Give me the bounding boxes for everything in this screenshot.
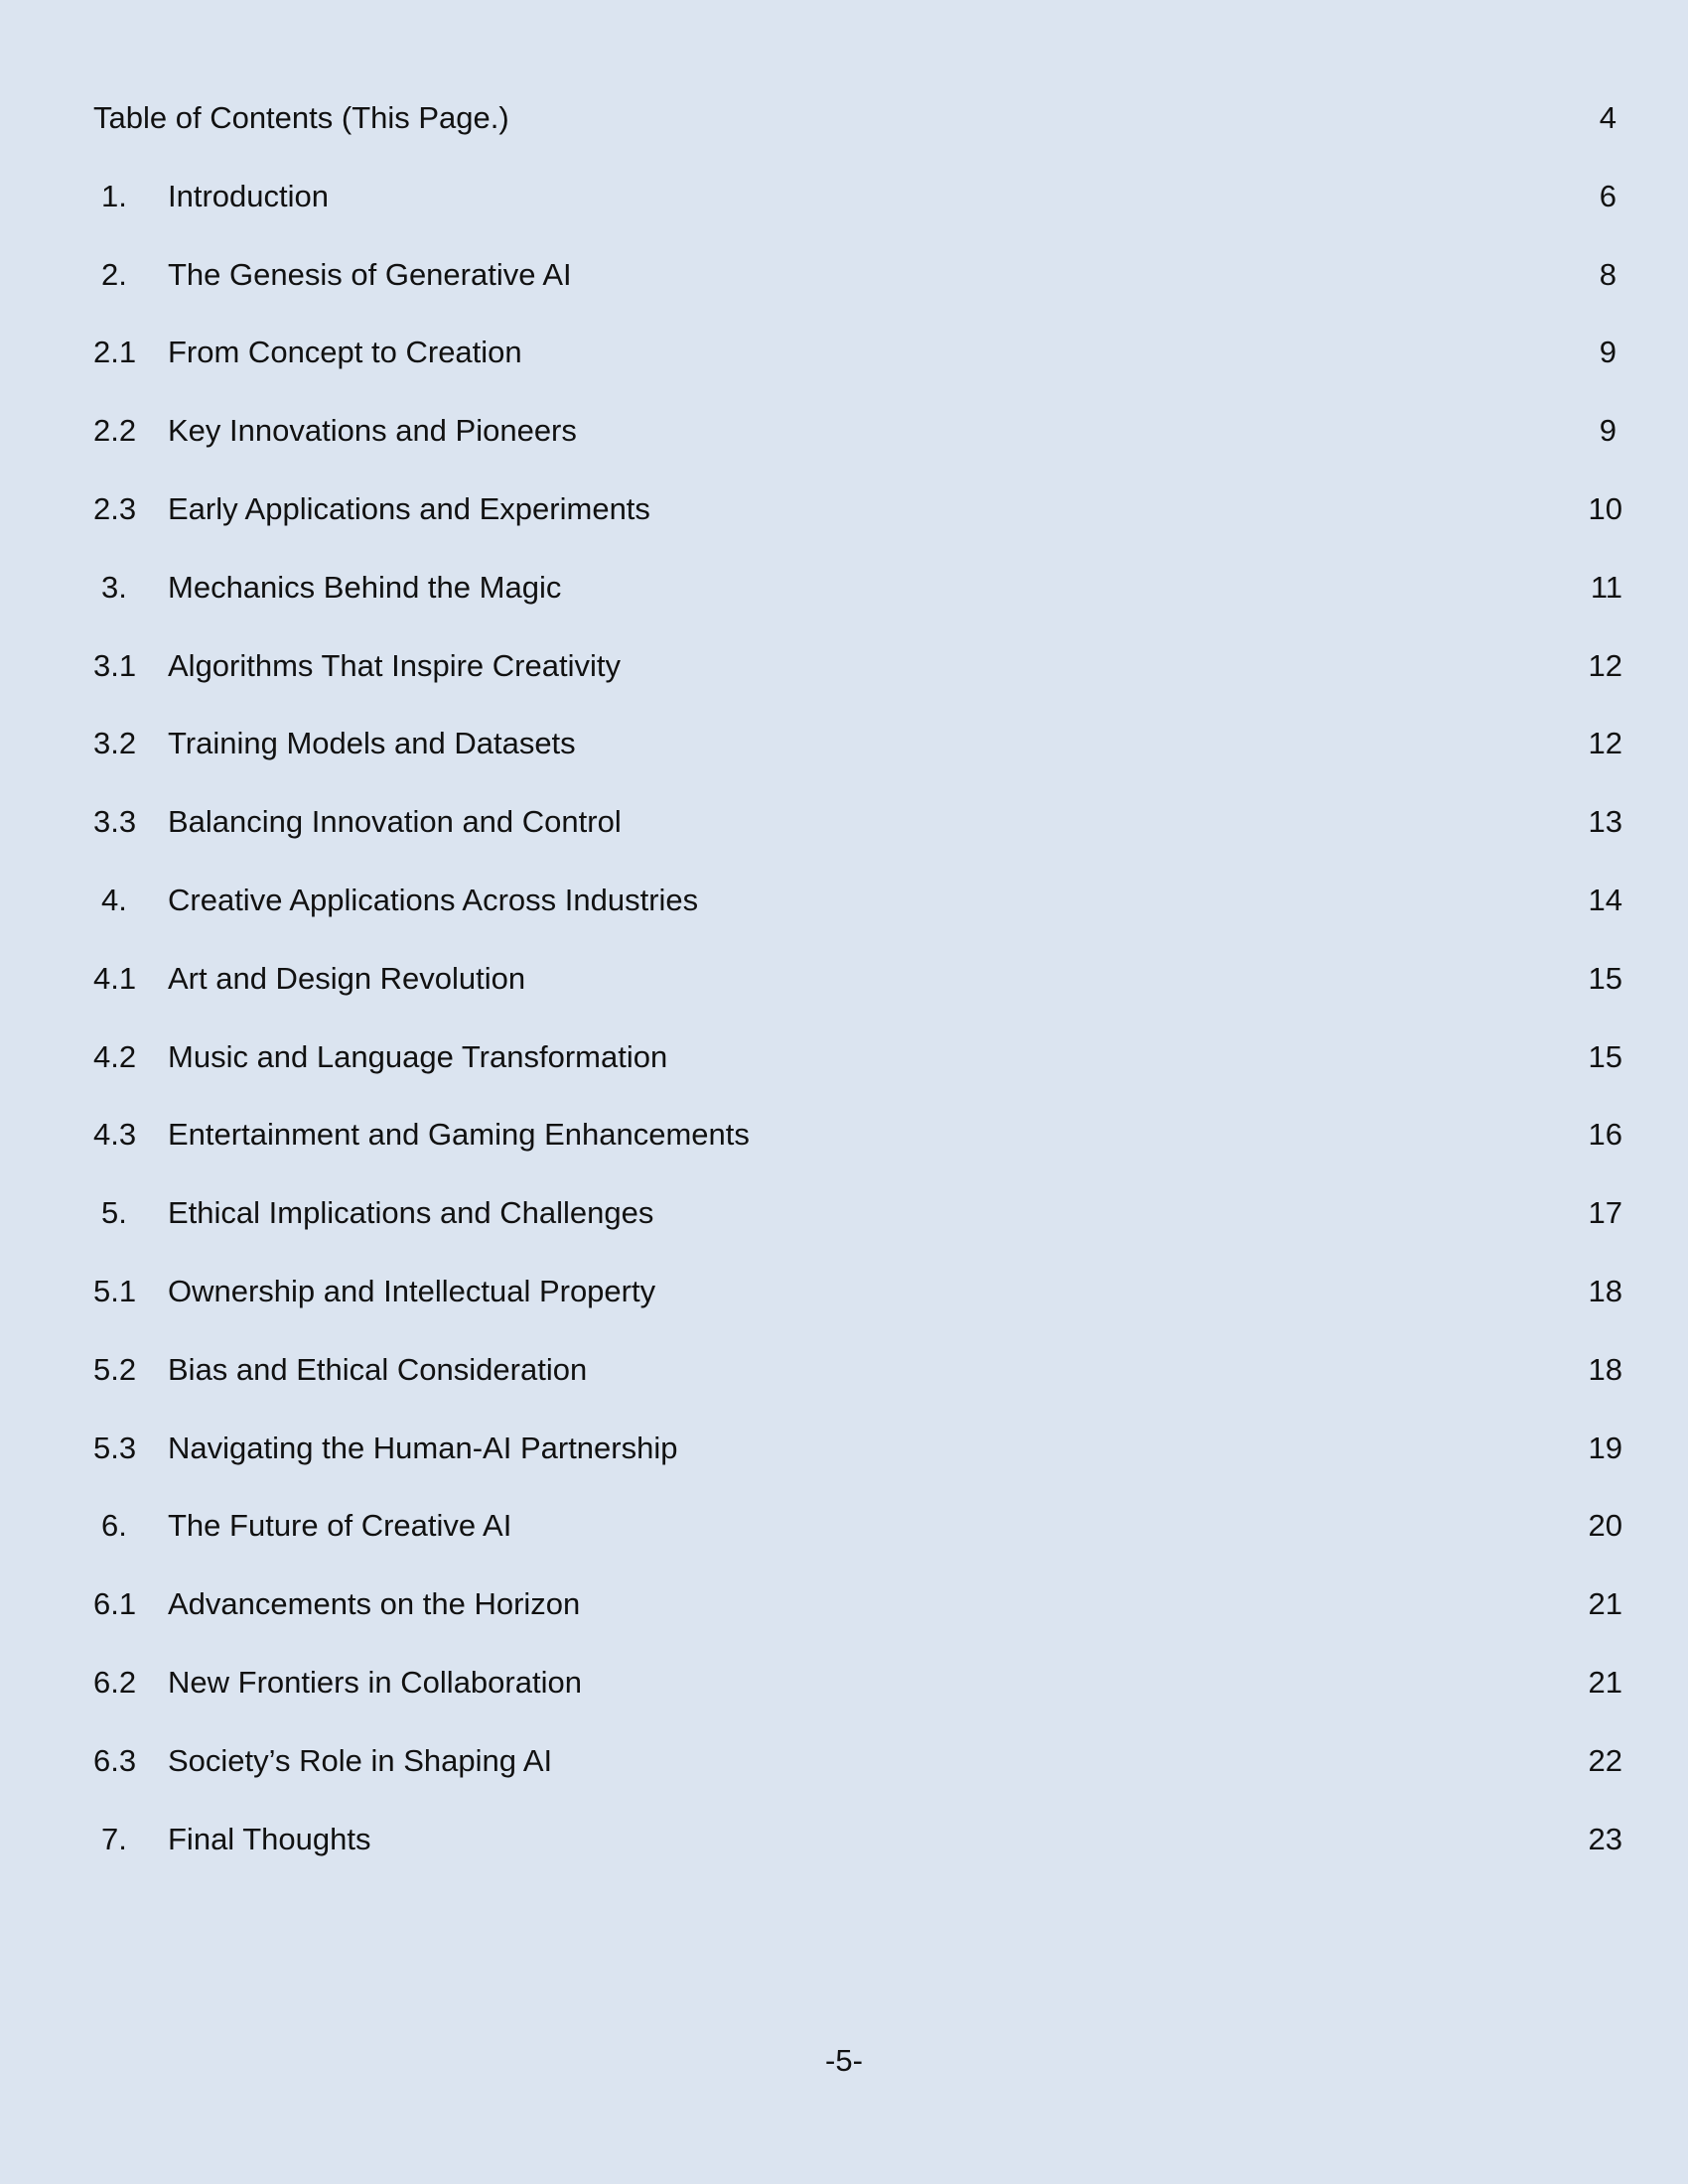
toc-entry-number: 6.3 <box>93 1742 137 1778</box>
toc-entry-label: Mechanics Behind the Magic <box>168 569 562 605</box>
toc-entry-label: Bias and Ethical Consideration <box>168 1351 588 1387</box>
toc-entry[interactable] <box>93 486 1622 565</box>
toc-entry-label: Ethical Implications and Challenges <box>168 1195 654 1231</box>
toc-entry[interactable] <box>93 565 1622 643</box>
toc-entry-number: 5. <box>101 1195 127 1231</box>
toc-entry-number: 3.1 <box>93 647 137 683</box>
toc-entry[interactable] <box>93 1817 1622 1895</box>
toc-entry-number: 5.2 <box>93 1351 137 1387</box>
toc-entry-page: 6 <box>1599 178 1617 213</box>
toc-entry-page: 8 <box>1599 256 1617 292</box>
toc-entry-page: 9 <box>1599 335 1617 370</box>
toc-entry-page: 16 <box>1588 1117 1622 1153</box>
toc-entry-page: 13 <box>1588 804 1622 840</box>
toc-entry-label: Key Innovations and Pioneers <box>168 413 577 449</box>
toc-entry-label: Creative Applications Across Industries <box>168 882 699 917</box>
toc-entry-page: 19 <box>1588 1430 1622 1465</box>
toc-title-row[interactable] <box>93 95 1622 174</box>
table-of-contents <box>93 95 1622 1894</box>
toc-entry-page: 21 <box>1588 1586 1622 1622</box>
toc-page-number: 4 <box>1599 100 1617 135</box>
toc-entry-number: 6.1 <box>93 1586 137 1622</box>
toc-entry[interactable] <box>93 1112 1622 1190</box>
toc-entry-number: 6. <box>101 1508 127 1544</box>
toc-entry-page: 17 <box>1588 1195 1622 1231</box>
toc-entry-number: 4.2 <box>93 1038 137 1074</box>
toc-entry-label: Introduction <box>168 178 329 213</box>
toc-entry-label: Art and Design Revolution <box>168 960 526 996</box>
toc-entry-page: 14 <box>1588 882 1622 917</box>
toc-entry-number: 7. <box>101 1821 127 1856</box>
toc-title: Table of Contents (This Page.) <box>93 100 509 135</box>
toc-entry-label: Society’s Role in Shaping AI <box>168 1742 553 1778</box>
toc-entry-page: 21 <box>1588 1664 1622 1700</box>
toc-entry-number: 3.2 <box>93 726 137 761</box>
toc-entry-label: New Frontiers in Collaboration <box>168 1664 582 1700</box>
toc-entry-page: 11 <box>1590 569 1622 605</box>
toc-entry-number: 6.2 <box>93 1664 137 1700</box>
toc-entry-label: Ownership and Intellectual Property <box>168 1273 656 1308</box>
toc-entry-number: 1. <box>101 178 127 213</box>
toc-entry-page: 15 <box>1588 960 1622 996</box>
toc-entry-number: 2.3 <box>93 490 137 526</box>
toc-entry[interactable] <box>93 252 1622 331</box>
toc-entry-label: Final Thoughts <box>168 1821 371 1856</box>
toc-entry-number: 5.1 <box>93 1273 137 1308</box>
page-number-footer: -5- <box>825 2043 863 2078</box>
toc-entry[interactable] <box>93 1503 1622 1581</box>
toc-entry-label: Balancing Innovation and Control <box>168 804 622 840</box>
toc-entry-number: 2.2 <box>93 413 137 449</box>
toc-entry-page: 10 <box>1588 490 1622 526</box>
toc-entry[interactable] <box>93 1347 1622 1426</box>
toc-entry-label: The Genesis of Generative AI <box>168 256 572 292</box>
toc-entry-page: 18 <box>1588 1273 1622 1308</box>
toc-entry-page: 23 <box>1588 1821 1622 1856</box>
toc-entry-label: From Concept to Creation <box>168 335 522 370</box>
toc-entry[interactable] <box>93 721 1622 799</box>
toc-entry[interactable] <box>93 174 1622 252</box>
toc-entry-label: Algorithms That Inspire Creativity <box>168 647 621 683</box>
toc-entry-page: 12 <box>1588 726 1622 761</box>
toc-entry[interactable] <box>93 799 1622 878</box>
toc-entry-page: 15 <box>1588 1038 1622 1074</box>
toc-entry[interactable] <box>93 956 1622 1034</box>
toc-entry-label: The Future of Creative AI <box>168 1508 512 1544</box>
toc-entry[interactable] <box>93 1738 1622 1817</box>
toc-entry-number: 4.1 <box>93 960 137 996</box>
toc-entry-label: Navigating the Human-AI Partnership <box>168 1430 678 1465</box>
toc-entry-label: Early Applications and Experiments <box>168 490 650 526</box>
toc-entry[interactable] <box>93 1034 1622 1113</box>
toc-entry[interactable] <box>93 1581 1622 1660</box>
toc-entry-number: 2. <box>101 256 127 292</box>
toc-entry-page: 9 <box>1599 413 1617 449</box>
toc-entry-number: 4. <box>101 882 127 917</box>
toc-entry-page: 18 <box>1588 1351 1622 1387</box>
toc-entry-label: Entertainment and Gaming Enhancements <box>168 1117 750 1153</box>
toc-entry-number: 2.1 <box>93 335 137 370</box>
toc-entry[interactable] <box>93 878 1622 956</box>
toc-entry-number: 3.3 <box>93 804 137 840</box>
toc-entry-number: 5.3 <box>93 1430 137 1465</box>
toc-entry-label: Training Models and Datasets <box>168 726 576 761</box>
toc-entry-number: 3. <box>101 569 127 605</box>
toc-entry[interactable] <box>93 1190 1622 1269</box>
toc-entry[interactable] <box>93 1269 1622 1347</box>
toc-entry-number: 4.3 <box>93 1117 137 1153</box>
toc-entry-page: 12 <box>1588 647 1622 683</box>
toc-entry[interactable] <box>93 330 1622 408</box>
toc-entry-label: Music and Language Transformation <box>168 1038 668 1074</box>
toc-entry-page: 20 <box>1588 1508 1622 1544</box>
toc-entry[interactable] <box>93 1426 1622 1504</box>
toc-entry-label: Advancements on the Horizon <box>168 1586 581 1622</box>
toc-entry[interactable] <box>93 643 1622 722</box>
toc-entry-page: 22 <box>1588 1742 1622 1778</box>
toc-entry[interactable] <box>93 408 1622 486</box>
toc-entry[interactable] <box>93 1660 1622 1738</box>
